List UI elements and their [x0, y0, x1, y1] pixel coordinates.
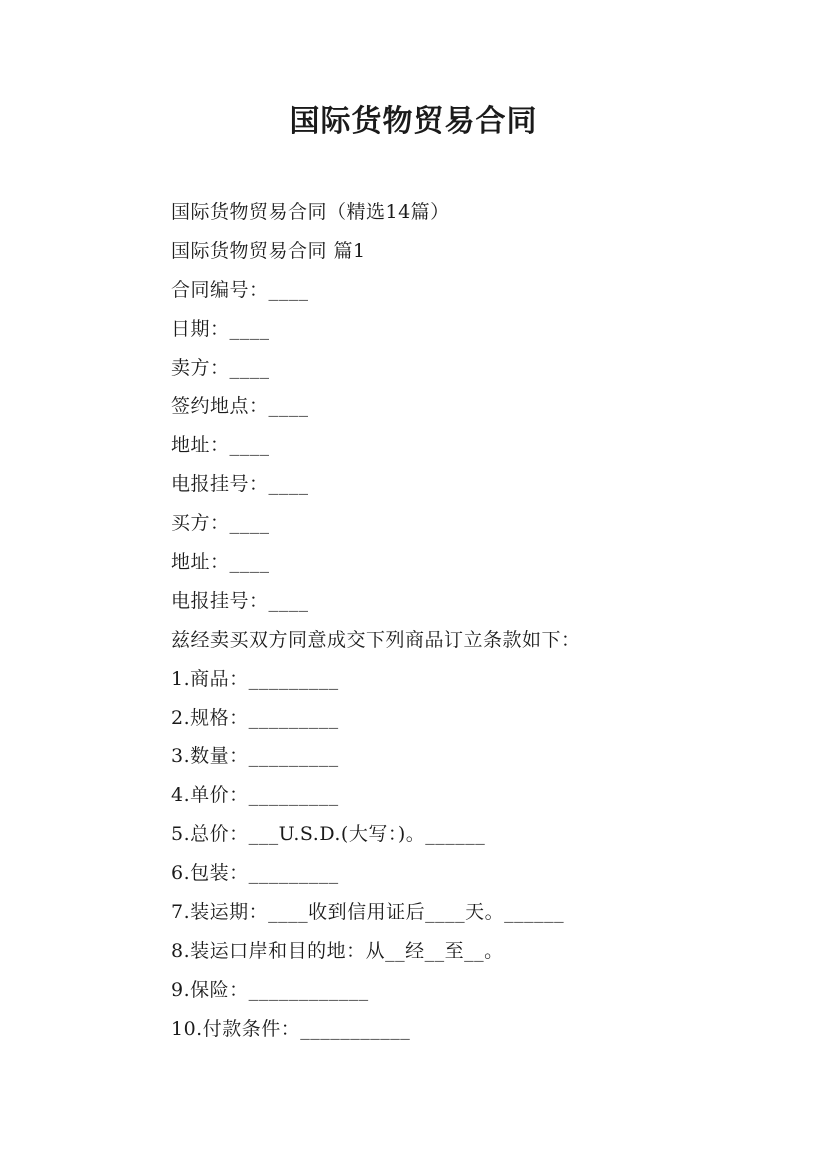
- text-line: 8.装运口岸和目的地：从__经__至__。: [171, 939, 504, 962]
- text-line: 6.包装：_________: [171, 862, 339, 885]
- text-line: 10.付款条件：___________: [171, 1017, 411, 1040]
- text-line: 5.总价：___U.S.D.(大写：)。______: [171, 823, 486, 846]
- text-line: 4.单价：_________: [171, 784, 339, 807]
- contract-body: [171, 193, 771, 1049]
- text-line: 买方：____: [171, 512, 270, 535]
- text-line: 地址：____: [171, 551, 270, 574]
- text-line: 兹经卖买双方同意成交下列商品订立条款如下：: [171, 628, 581, 651]
- text-line: 3.数量：_________: [171, 745, 339, 768]
- text-line: 9.保险：____________: [171, 978, 369, 1001]
- text-line: 地址：____: [171, 434, 270, 457]
- text-line: 日期：____: [171, 317, 270, 340]
- text-line: 国际货物贸易合同 篇1: [171, 239, 366, 262]
- document-title: 国际货物贸易合同: [289, 104, 538, 139]
- text-line: 电报挂号：____: [171, 473, 309, 496]
- text-line: 2.规格：_________: [171, 706, 339, 729]
- text-line: 签约地点：____: [171, 395, 309, 418]
- text-line: 电报挂号：____: [171, 589, 309, 612]
- text-line: 合同编号：____: [171, 278, 309, 301]
- text-line: 卖方：____: [171, 356, 270, 379]
- text-line: 1.商品：_________: [171, 667, 339, 690]
- text-line: 7.装运期：____收到信用证后____天。______: [171, 901, 565, 924]
- text-line: 国际货物贸易合同（精选14篇）: [171, 201, 450, 223]
